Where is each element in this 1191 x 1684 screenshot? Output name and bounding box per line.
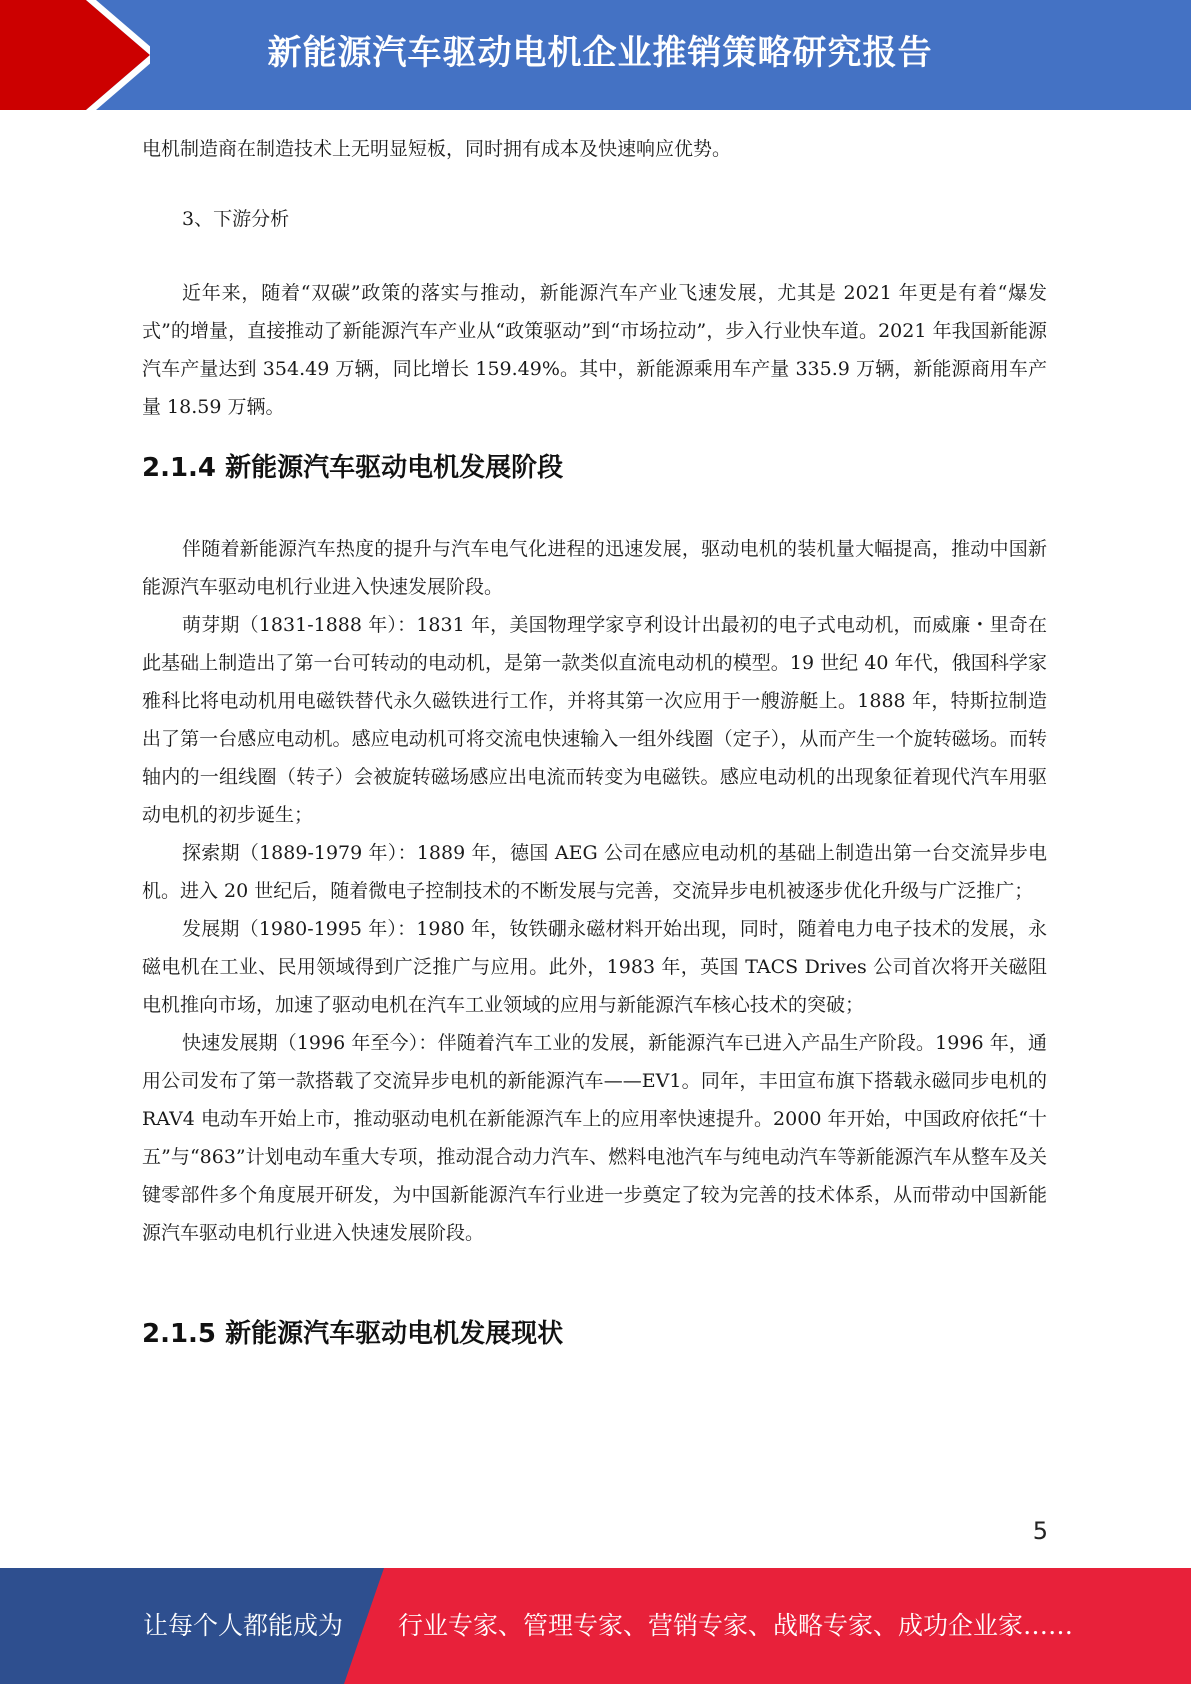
document-body bbox=[142, 130, 1047, 1354]
report-title: 新能源汽车驱动电机企业推销策略研究报告 bbox=[267, 33, 933, 73]
section-heading-2-1-4: 2.1.4 新能源汽车驱动电机发展阶段 bbox=[142, 453, 564, 483]
header-banner bbox=[0, 0, 1191, 110]
paragraph-develop-stage: 发展期（1980-1995 年）：1980 年，钕铁硼永磁材料开始出现，同时，随着电力电子技术的发展，永磁电机在工业、民用领域得到广泛推广与应用。此外，1983 年，英国 TACS Drives 公司首次将开关磁阻电机推向市场，加速了驱动电机在汽车工业领域的应用与新能源汽车核心技术的突破； bbox=[142, 918, 1047, 1016]
footer-slogan-right: 行业专家、管理专家、营销专家、战略专家、成功企业家…… bbox=[398, 1611, 1074, 1640]
paragraph-explore-stage: 探索期（1889-1979 年）：1889 年，德国 AEG 公司在感应电动机的基础上制造出第一台交流异步电机。进入 20 世纪后，随着微电子控制技术的不断发展与完善，交流异步电机被逐步优化升级与广泛推广； bbox=[142, 842, 1047, 902]
header-arrow-decoration bbox=[0, 0, 150, 110]
sub-heading-downstream: 3、下游分析 bbox=[182, 208, 290, 230]
footer-slogan-left: 让每个人都能成为 bbox=[143, 1611, 344, 1640]
footer-banner bbox=[0, 1568, 1191, 1684]
page-number: 5 bbox=[1032, 1517, 1048, 1545]
section-heading-2-1-5: 2.1.5 新能源汽车驱动电机发展现状 bbox=[142, 1319, 564, 1349]
paragraph-rapid-stage: 快速发展期（1996 年至今）：伴随着汽车工业的发展，新能源汽车已进入产品生产阶段。1996 年，通用公司发布了第一款搭载了交流异步电机的新能源汽车——EV1。同年，丰田宣布旗下搭载永磁同步电机的 RAV4 电动车开始上市，推动驱动电机在新能源汽车上的应用率快速提升。2000 年开始，中国政府依托“十五”与“863”计划电动车重大专项，推动混合动力汽车、燃料电池汽车与纯电动汽车等新能源汽车从整车及关键零部件多个角度展开研发，为中国新能源汽车行业进一步奠定了较为完善的技术体系，从而带动中国新能源汽车驱动电机行业进入快速发展阶段。 bbox=[142, 1032, 1047, 1244]
paragraph-downstream: 近年来，随着“双碳”政策的落实与推动，新能源汽车产业飞速发展，尤其是 2021 年更是有着“爆发式”的增量，直接推动了新能源汽车产业从“政策驱动”到“市场拉动”，步入行业快车道。2021 年我国新能源汽车产量达到 354.49 万辆，同比增长 159.49%。其中，新能源乘用车产量 335.9 万辆，新能源商用车产量 18.59 万辆。 bbox=[142, 282, 1047, 418]
paragraph-sprout-stage: 萌芽期（1831-1888 年）：1831 年，美国物理学家亨利设计出最初的电子式电动机，而威廉・里奇在此基础上制造出了第一台可转动的电动机，是第一款类似直流电动机的模型。19 世纪 40 年代，俄国科学家雅科比将电动机用电磁铁替代永久磁铁进行工作，并将其第一次应用于一艘游艇上。1888 年，特斯拉制造出了第一台感应电动机。感应电动机可将交流电快速输入一组外线圈（定子），从而产生一个旋转磁场。而转轴内的一组线圈（转子）会被旋转磁场感应出电流而转变为电磁铁。感应电动机的出现象征着现代汽车用驱动电机的初步诞生； bbox=[142, 614, 1047, 826]
paragraph-stage-intro: 伴随着新能源汽车热度的提升与汽车电气化进程的迅速发展，驱动电机的装机量大幅提高，推动中国新能源汽车驱动电机行业进入快速发展阶段。 bbox=[142, 538, 1047, 598]
paragraph-intro: 电机制造商在制造技术上无明显短板，同时拥有成本及快速响应优势。 bbox=[142, 138, 732, 160]
